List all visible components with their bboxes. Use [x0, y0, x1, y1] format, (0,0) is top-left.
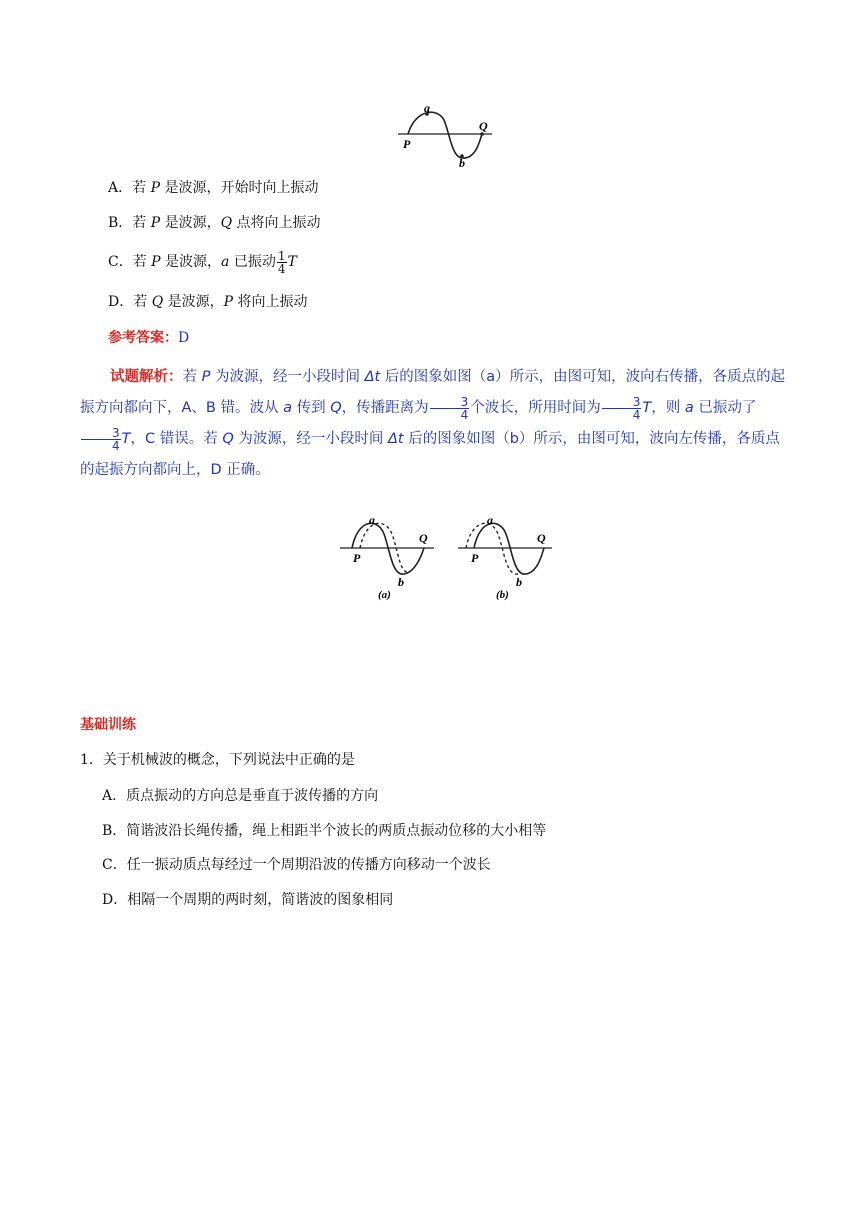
- label-a: a: [424, 101, 430, 115]
- answer-value: D: [178, 330, 190, 346]
- section-title: 基础训练: [80, 717, 136, 733]
- option-a: A．若 P 是波源，开始时向上振动: [108, 180, 319, 196]
- option-b: B．若 P 是波源，Q 点将向上振动: [108, 215, 321, 231]
- practice-option-b: B．简谐波沿长绳传播，绳上相距半个波长的两质点振动位移的大小相等: [102, 823, 547, 839]
- fraction: $\frac{1}{4}$: [277, 248, 286, 276]
- label-q: Q: [479, 119, 488, 133]
- practice-option-d: D．相隔一个周期的两时刻，简谐波的图象相同: [102, 892, 394, 908]
- option-c: C．若 P 是波源，a 已振动 $\frac{1}{4}$ T: [108, 248, 297, 276]
- wave-figure: [396, 100, 496, 170]
- caption-a: (a): [378, 589, 391, 601]
- wave-figure-b: [454, 510, 554, 602]
- label-a: a: [487, 513, 493, 527]
- label-p: P: [471, 551, 479, 565]
- option-d: D．若 Q 是波源，P 将向上振动: [108, 294, 308, 310]
- label-q: Q: [419, 531, 428, 545]
- label-b: b: [516, 575, 522, 589]
- label-b: b: [398, 575, 404, 589]
- reference-answer: 参考答案：D: [108, 330, 190, 346]
- label-q: Q: [537, 531, 546, 545]
- label-b: b: [459, 156, 465, 170]
- label-p: P: [403, 137, 411, 151]
- label-a: a: [369, 513, 375, 527]
- practice-question: 1．关于机械波的概念，下列说法中正确的是: [80, 752, 355, 768]
- label-p: P: [353, 551, 361, 565]
- caption-b: (b): [496, 589, 509, 601]
- wave-figure-a: [336, 510, 436, 602]
- practice-option-c: C．任一振动质点每经过一个周期沿波的传播方向移动一个波长: [102, 857, 491, 873]
- explanation: 试题解析：若 P 为波源，经一小段时间 Δt 后的图象如图（a）所示，由图可知，波向右传播，各质点的起振方向都向下，A、B 错。波从 a 传到 Q，传播距离为 $\frac{3}{4}$ 个波长，所用时间为 $\frac{3}{4}$ T，则 a 已振动了 $\frac{3}{4}$ T，C 错误。若 Q 为波源，经一小段时间 Δt 后的图象如图（b）所示，由图可知，波向左传播，各质点的起振方向都向上，D 正确。: [80, 369, 786, 478]
- practice-option-a: A．质点振动的方向总是垂直于波传播的方向: [102, 788, 379, 804]
